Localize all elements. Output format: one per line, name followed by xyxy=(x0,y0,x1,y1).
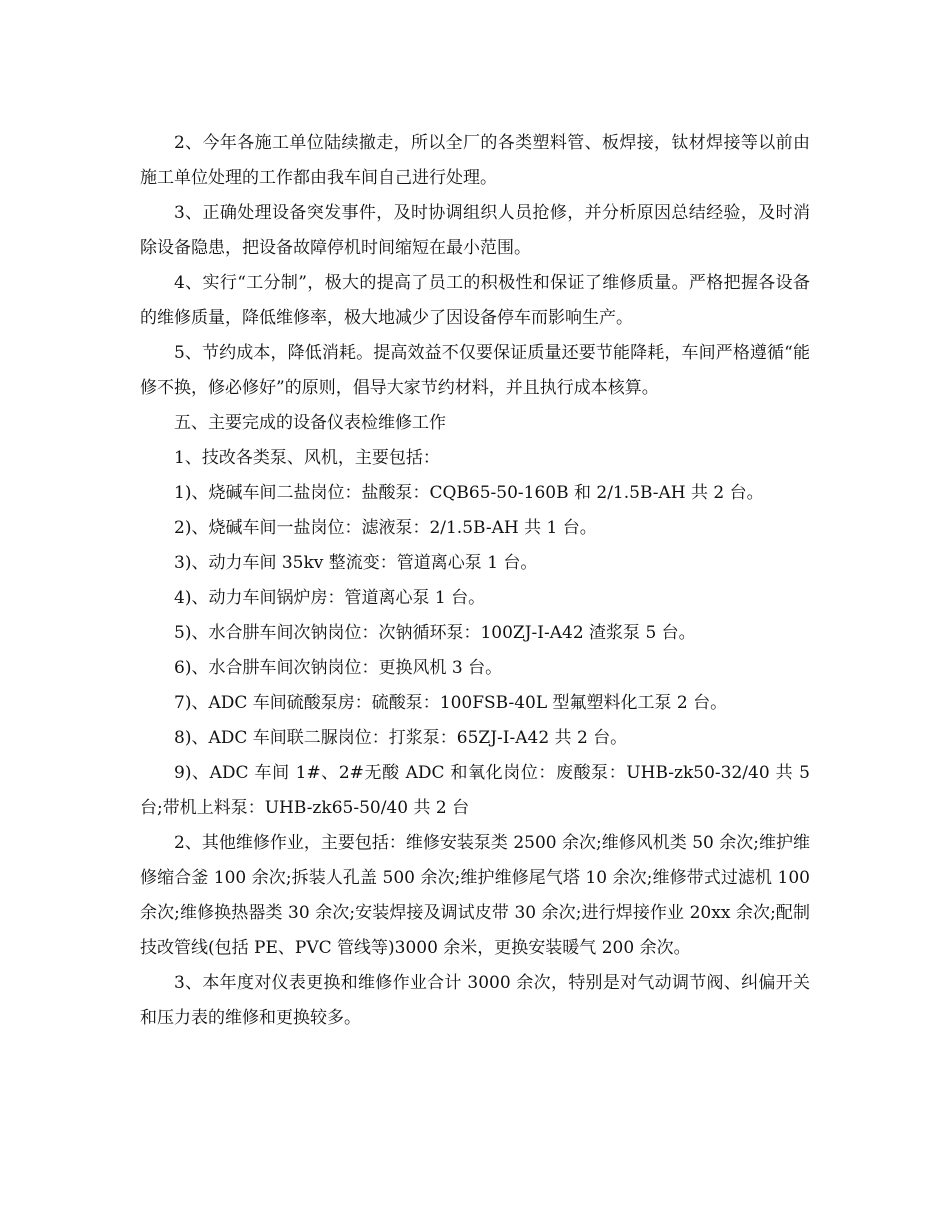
list-item-5: 5)、水合肼车间次钠岗位：次钠循环泵：100ZJ-I-A42 渣浆泵 5 台。 xyxy=(174,623,696,643)
paragraph-item-2: 2、今年各施工单位陆续撤走，所以全厂的各类塑料管、板焊接，钛材焊接等以前由施工单位处理的工作都由我车间自己进行处理。 xyxy=(140,133,810,188)
paragraph-instrument-maintenance: 3、本年度对仪表更换和维修作业合计 3000 余次，特别是对气动调节阀、纠偏开关和压力表的维修和更换较多。 xyxy=(140,973,810,1028)
paragraph-item-4: 4、实行“工分制”，极大的提高了员工的积极性和保证了维修质量。严格把握各设备的维修质量，降低维修率，极大地减少了因设备停车而影响生产。 xyxy=(140,273,810,328)
list-item-2: 2)、烧碱车间一盐岗位：滤液泵：2/1.5B-AH 共 1 台。 xyxy=(174,518,597,538)
list-item-4: 4)、动力车间锅炉房：管道离心泵 1 台。 xyxy=(174,588,486,608)
paragraph-item-3: 3、正确处理设备突发事件，及时协调组织人员抢修，并分析原因总结经验，及时消除设备隐患，把设备故障停机时间缩短在最小范围。 xyxy=(140,203,810,258)
list-item-9: 9)、ADC 车间 1#、2#无酸 ADC 和氧化岗位：废酸泵：UHB-zk50-32/40 共 5 台;带机上料泵：UHB-zk65-50/40 共 2 台 xyxy=(140,763,810,818)
paragraph-other-maintenance: 2、其他维修作业，主要包括：维修安装泵类 2500 余次;维修风机类 50 余次;维护维修缩合釜 100 余次;拆装人孔盖 500 余次;维护维修尾气塔 10 余次;维修带式过滤机 100 余次;维修换热器类 30 余次;安装焊接及调试皮带 30 余次;进行焊接作业 20xx 余次;配制技改管线(包括 PE、PVC 管线等)3000 余米，更换安装暖气 200 余次。 xyxy=(140,833,810,958)
list-item-8: 8)、ADC 车间联二脲岗位：打浆泵：65ZJ-I-A42 共 2 台。 xyxy=(174,728,628,748)
list-item-3: 3)、动力车间 35kv 整流变：管道离心泵 1 台。 xyxy=(174,553,538,573)
list-item-7: 7)、ADC 车间硫酸泵房：硫酸泵：100FSB-40L 型氟塑料化工泵 2 台。 xyxy=(174,693,728,713)
list-item-1: 1)、烧碱车间二盐岗位：盐酸泵：CQB65-50-160B 和 2/1.5B-AH 共 2 台。 xyxy=(174,483,764,503)
subsection-heading-1: 1、技改各类泵、风机，主要包括： xyxy=(174,448,440,468)
paragraph-item-5: 5、节约成本，降低消耗。提高效益不仅要保证质量还要节能降耗，车间严格遵循“能修不换，修必修好”的原则，倡导大家节约材料，并且执行成本核算。 xyxy=(140,343,810,398)
section-heading-five: 五、主要完成的设备仪表检维修工作 xyxy=(174,413,446,433)
document-body xyxy=(140,126,810,1036)
list-item-6: 6)、水合肼车间次钠岗位：更换风机 3 台。 xyxy=(174,658,503,678)
